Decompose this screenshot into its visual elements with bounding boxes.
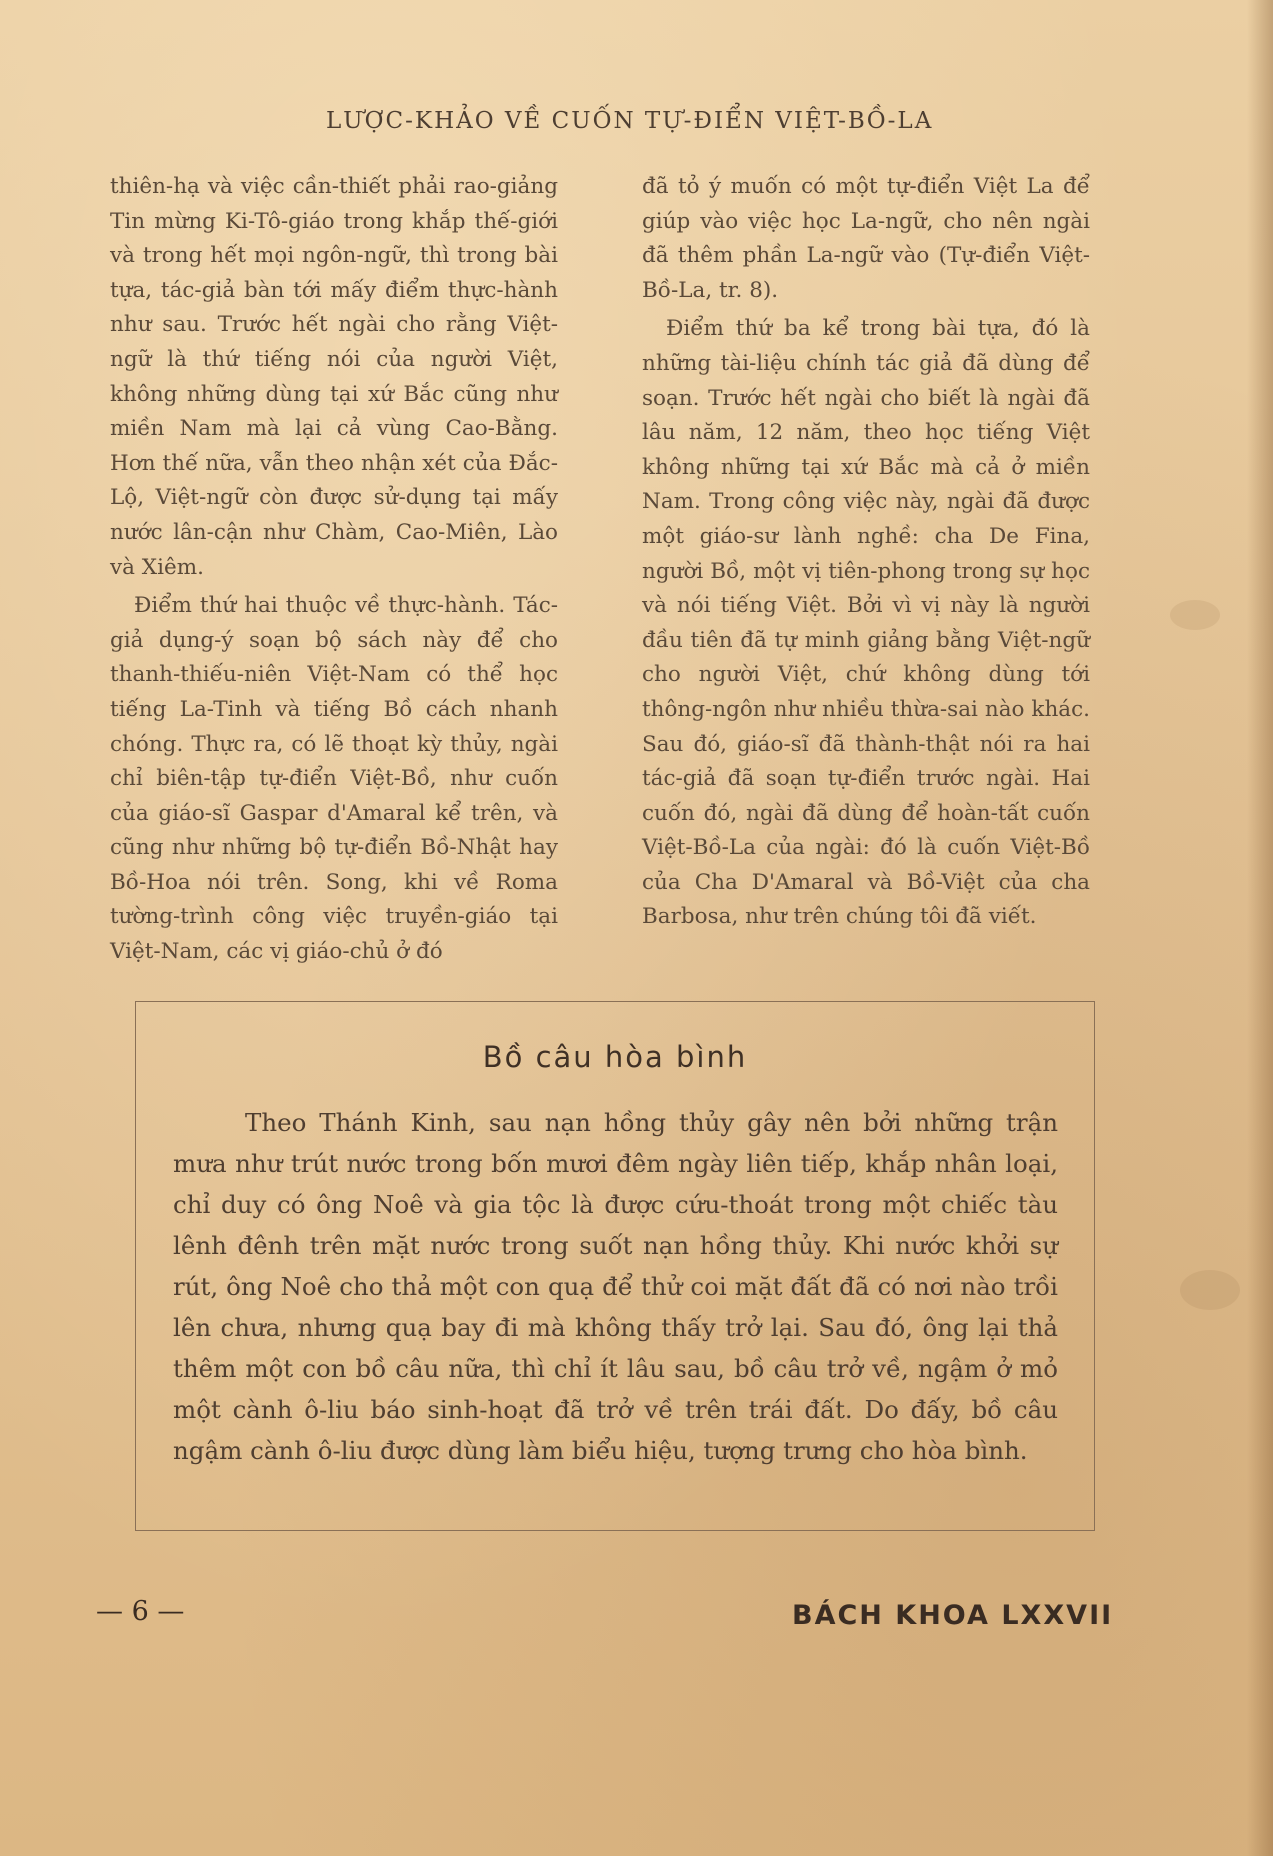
paragraph: Điểm thứ hai thuộc về thực-hành. Tác-giả dụng-ý soạn bộ sách này để cho thanh-thiếu-niên Việt-Nam có thể học tiếng La-Tinh và tiếng Bồ cách nhanh chóng. Thực ra, có lẽ thoạt kỳ thủy, ngài chỉ biên-tập tự-điển Việt-Bồ, như cuốn của giáo-sĩ Gaspar d'Amaral kể trên, và cũng như những bộ tự-điển Bồ-Nhật hay Bồ-Hoa nói trên. Song, khi về Roma tường-trình công việc truyền-giáo tại Việt-Nam, các vị giáo-chủ ở đó bbox=[110, 593, 558, 965]
paragraph: đã tỏ ý muốn có một tự-điển Việt La để giúp vào việc học La-ngữ, cho nên ngài đã thêm phần La-ngữ vào (Tự-điển Việt-Bồ-La, tr. 8). bbox=[642, 174, 1090, 303]
paragraph: thiên-hạ và việc cần-thiết phải rao-giảng Tin mừng Ki-Tô-giáo trong khắp thế-giới và trong hết mọi ngôn-ngữ, thì trong bài tựa, tác-giả bàn tới mấy điểm thực-hành như sau. Trước hết ngài cho rằng Việt-ngữ là thứ tiếng nói của người Việt, không những dùng tại xứ Bắc cũng như miền Nam mà lại cả vùng Cao-Bằng. Hơn thế nữa, vẫn theo nhận xét của Đắc-Lộ, Việt-ngữ còn được sử-dụng tại mấy nước lân-cận như Chàm, Cao-Miên, Lào và Xiêm. bbox=[110, 174, 558, 580]
worn-page-edge bbox=[1247, 0, 1273, 1856]
paper-stain bbox=[1170, 600, 1220, 630]
left-column bbox=[110, 170, 558, 970]
boxed-article-title: Bồ câu hòa bình bbox=[482, 1040, 748, 1074]
running-title: LƯỢC-KHẢO VỀ CUỐN TỰ-ĐIỂN VIỆT-BỒ-LA bbox=[326, 108, 934, 134]
paragraph: Điểm thứ ba kể trong bài tựa, đó là những tài-liệu chính tác giả đã dùng để soạn. Trước hết ngài cho biết là ngài đã lâu năm, 12 năm, theo học tiếng Việt không những tại xứ Bắc mà cả ở miền Nam. Trong công việc này, ngài đã được một giáo-sư lành nghề: cha De Fina, người Bồ, một vị tiên-phong trong sự học và nói tiếng Việt. Bởi vì vị này là người đầu tiên đã tự minh giảng bằng Việt-ngữ cho người Việt, chứ không dùng tới thông-ngôn như nhiều thừa-sai nào khác. Sau đó, giáo-sĩ đã thành-thật nói ra hai tác-giả đã soạn tự-điển trước ngài. Hai cuốn đó, ngài đã dùng để hoàn-tất cuốn Việt-Bồ-La của ngài: đó là cuốn Việt-Bồ của Cha D'Amaral và Bồ-Việt của cha Barbosa, như trên chúng tôi đã viết. bbox=[642, 316, 1090, 930]
magazine-name: BÁCH KHOA LXXVII bbox=[792, 1600, 1114, 1631]
paper-stain bbox=[1180, 1270, 1240, 1310]
boxed-article-body: Theo Thánh Kinh, sau nạn hồng thủy gây nên bởi những trận mưa như trút nước trong bốn mươi đêm ngày liên tiếp, khắp nhân loại, chỉ duy có ông Noê và gia tộc là được cứu-thoát trong một chiếc tàu lênh đênh trên mặt nước trong suốt nạn hồng thủy. Khi nước khởi sự rút, ông Noê cho thả một con quạ để thử coi mặt đất đã có nơi nào trồi lên chưa, nhưng quạ bay đi mà không thấy trở lại. Sau đó, ông lại thả thêm một con bồ câu nữa, thì chỉ ít lâu sau, bồ câu trở về, ngậm ở mỏ một cành ô-liu báo sinh-hoạt đã trở về trên trái đất. Do đấy, bồ câu ngậm cành ô-liu được dùng làm biểu hiệu, tượng trưng cho hòa bình. bbox=[173, 1108, 1058, 1465]
right-column bbox=[642, 170, 1090, 935]
boxed-article bbox=[135, 1001, 1095, 1531]
page-number: — 6 — bbox=[96, 1596, 185, 1627]
